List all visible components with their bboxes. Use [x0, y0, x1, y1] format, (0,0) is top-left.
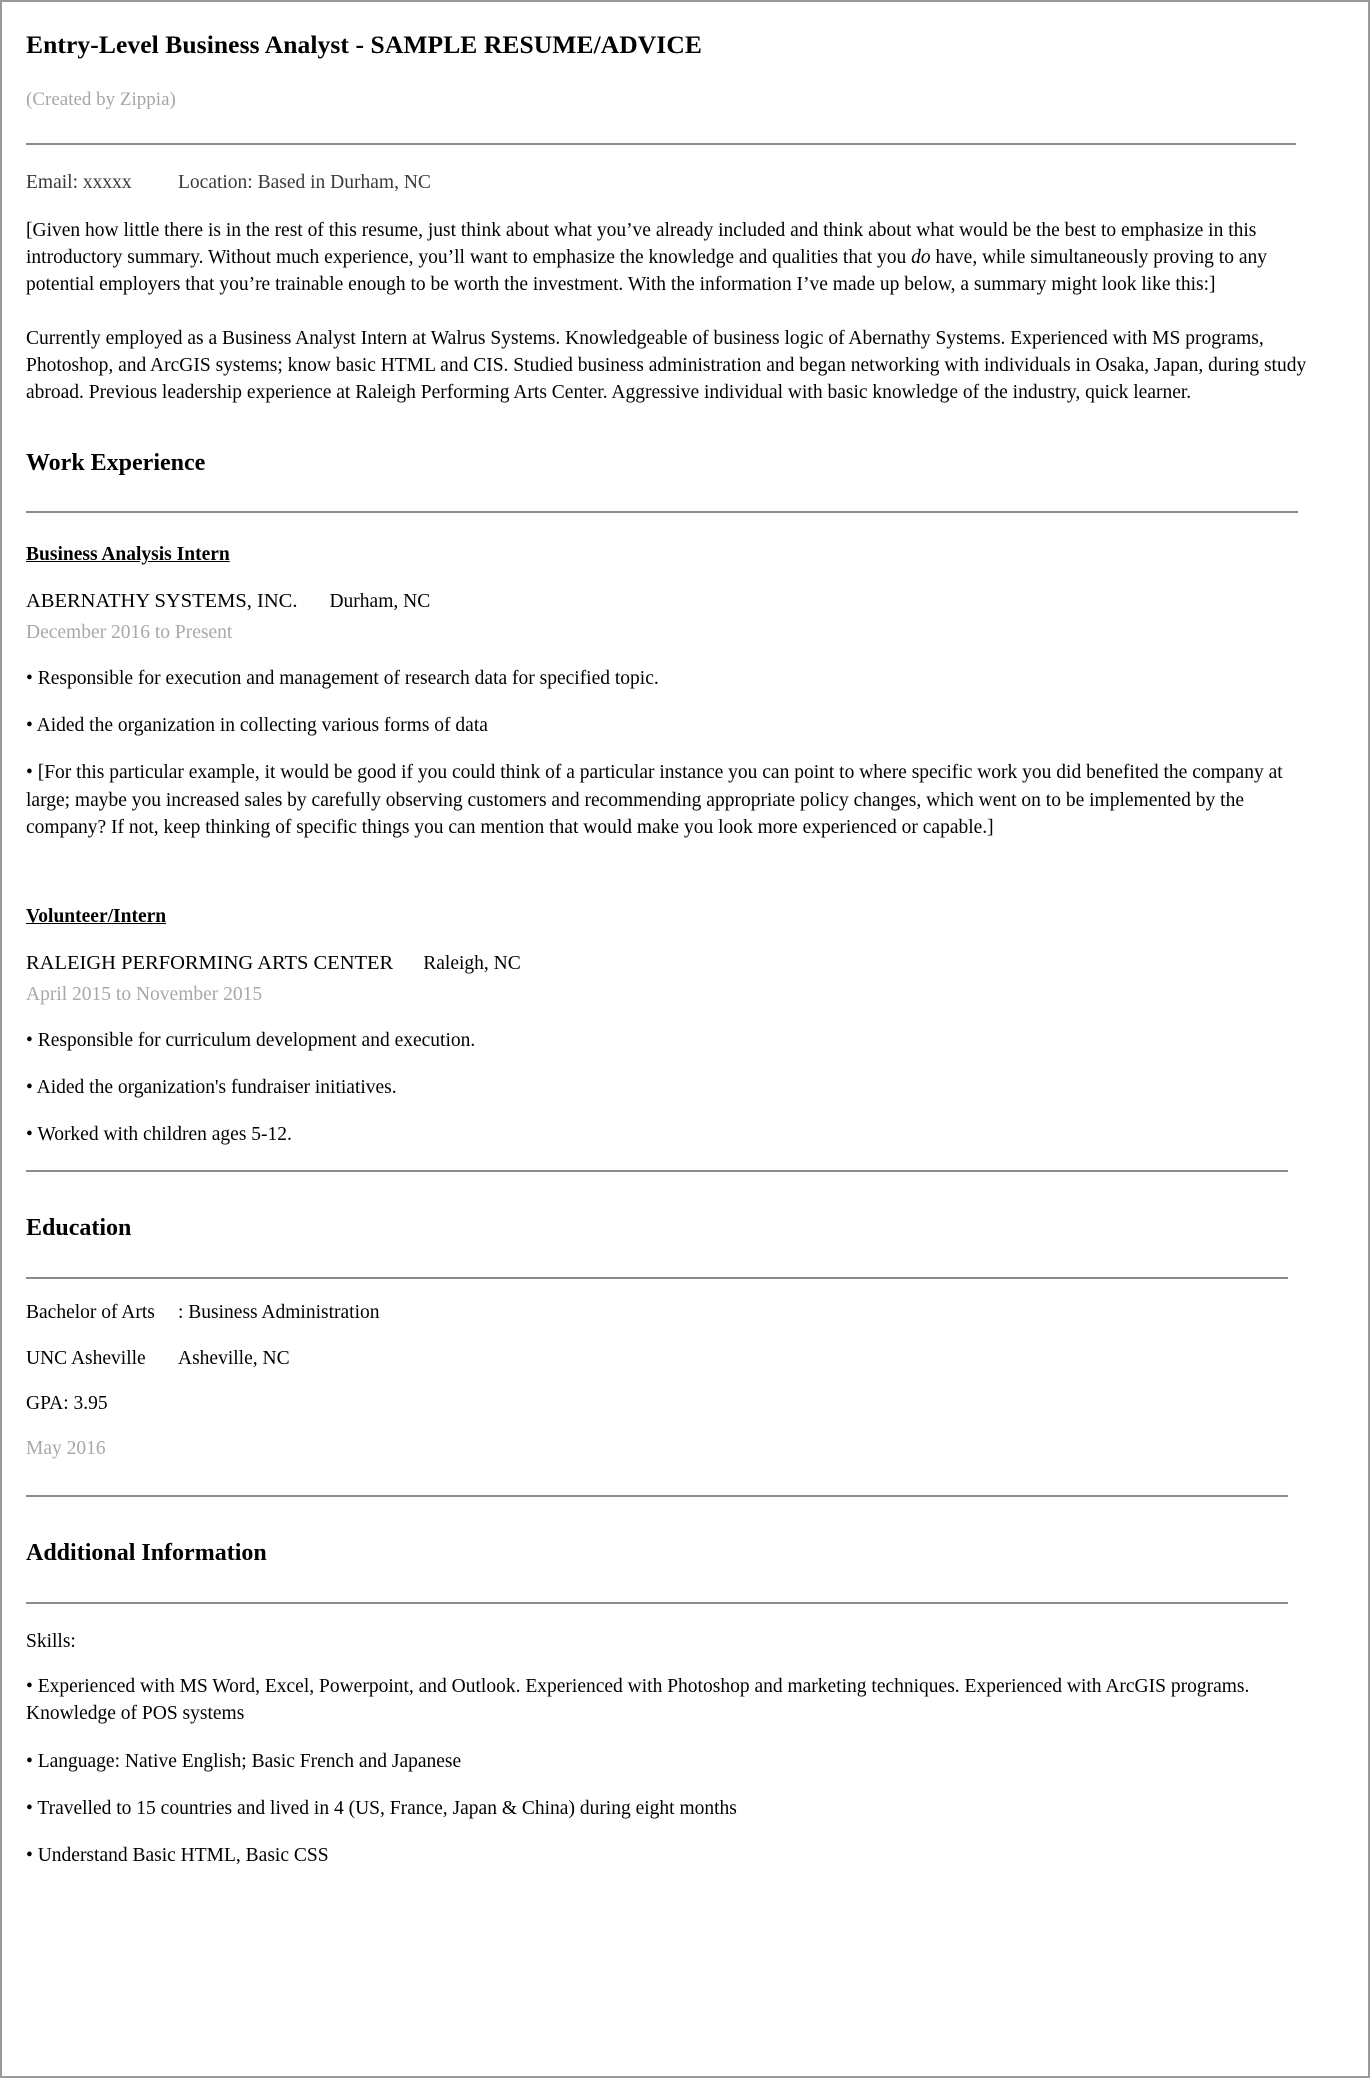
education-degree-label: Bachelor of Arts: [26, 1302, 155, 1324]
job-location: Durham, NC: [329, 590, 431, 612]
work-experience-section-header: [26, 449, 1340, 514]
job-bullet: • Responsible for curriculum development and execution.: [26, 1029, 476, 1051]
education-divider: [26, 1277, 1288, 1279]
summary-statement: Currently employed as a Business Analyst Intern at Walrus Systems. Knowledgeable of business logic of Abernathy Systems. Experienced with MS programs, Photoshop, and ArcGIS systems; know basic HTML and CIS. Studied business administration and began networking with individuals in Osaka, Japan, during study abroad. Previous leadership experience at Raleigh Performing Arts Center. Aggressive individual with basic knowledge of the industry, quick learner.: [26, 327, 1307, 404]
header-divider: [26, 143, 1296, 145]
job-organization: ABERNATHY SYSTEMS, INC.: [26, 589, 298, 612]
job-bullet: • Worked with children ages 5-12.: [26, 1124, 292, 1146]
skills-label: Skills:: [26, 1630, 76, 1652]
job-org-line: [26, 589, 1340, 614]
education-gpa: GPA: 3.95: [26, 1393, 108, 1415]
education-section-header: [26, 1214, 1340, 1279]
education-degree-row: [26, 1301, 1340, 1324]
job-dates: April 2015 to November 2015: [26, 984, 263, 1006]
job-bullet: • Responsible for execution and management of research data for specified topic.: [26, 667, 659, 689]
skills-block: [26, 1630, 1340, 1870]
additional-info-top-divider: [26, 1495, 1288, 1497]
contact-row: [26, 171, 1340, 194]
education-graduation-date: May 2016: [26, 1438, 106, 1460]
education-school-row: [26, 1347, 1340, 1370]
skills-bullet: • Experienced with MS Word, Excel, Powerpoint, and Outlook. Experienced with Photoshop and marketing techniques. Experienced with ArcGIS programs. Knowledge of POS systems: [26, 1676, 1250, 1725]
work-experience-heading: Work Experience: [26, 449, 206, 476]
education-top-divider: [26, 1170, 1288, 1172]
resume-content: [2, 2, 1368, 1870]
education-school-location: Asheville, NC: [178, 1347, 290, 1369]
job-title: Business Analysis Intern: [26, 544, 230, 566]
education-school-name: UNC Asheville: [26, 1347, 146, 1369]
additional-info-section-header: [26, 1539, 1340, 1604]
education-heading: Education: [26, 1215, 132, 1242]
summary-advice-note: [26, 217, 1316, 299]
education-degree-value: : Business Administration: [178, 1302, 380, 1324]
skills-bullet: • Language: Native English; Basic French and Japanese: [26, 1750, 462, 1772]
location-field: Location: Based in Durham, NC: [178, 172, 431, 194]
section-spacer: [26, 1461, 1340, 1495]
advice-note-text-1: [Given how little there is in the rest of this resume, just think about what you’ve already included and think about what would be the best to emphasize in this introductory summary. Without much experience, you’ll want to emphasize the knowledge and qualities that you: [26, 219, 1257, 269]
job-location: Raleigh, NC: [423, 952, 521, 974]
skills-bullet: • Travelled to 15 countries and lived in 4 (US, France, Japan & China) during eight months: [26, 1797, 737, 1819]
job-dates: December 2016 to Present: [26, 622, 233, 644]
created-by-credit: (Created by Zippia): [26, 88, 176, 110]
job-entry: [26, 513, 1340, 841]
skills-bullet: • Understand Basic HTML, Basic CSS: [26, 1845, 329, 1867]
page-title: Entry-Level Business Analyst - SAMPLE RESUME/ADVICE: [26, 30, 702, 59]
additional-info-divider: [26, 1602, 1288, 1604]
job-organization: RALEIGH PERFORMING ARTS CENTER: [26, 951, 394, 974]
section-spacer: [26, 841, 1340, 875]
job-org-line: [26, 951, 1340, 976]
email-field: Email: xxxxx: [26, 172, 132, 194]
advice-note-text-2: have, while simultaneously proving to any potential employers that you’re trainable enough to be worth the investment. With the information I’ve made up below, a summary might look like this:]: [26, 247, 1267, 296]
section-spacer: [26, 1148, 1340, 1170]
job-bullet: • Aided the organization's fundraiser initiatives.: [26, 1076, 397, 1098]
additional-info-heading: Additional Information: [26, 1539, 267, 1566]
education-entry: [26, 1301, 1340, 1461]
job-entry: [26, 875, 1340, 1148]
job-title: Volunteer/Intern: [26, 906, 167, 928]
job-bullet: • [For this particular example, it would be good if you could think of a particular instance you can point to where specific work you did benefited the company at large; maybe you increased sales by carefully observing customers and recommending appropriate policy changes, which went on to be implemented by the company? If not, keep thinking of specific things you can mention that would make you look more experienced or capable.]: [26, 762, 1283, 838]
advice-note-emphasis: do: [911, 247, 931, 269]
job-bullet: • Aided the organization in collecting various forms of data: [26, 715, 488, 737]
